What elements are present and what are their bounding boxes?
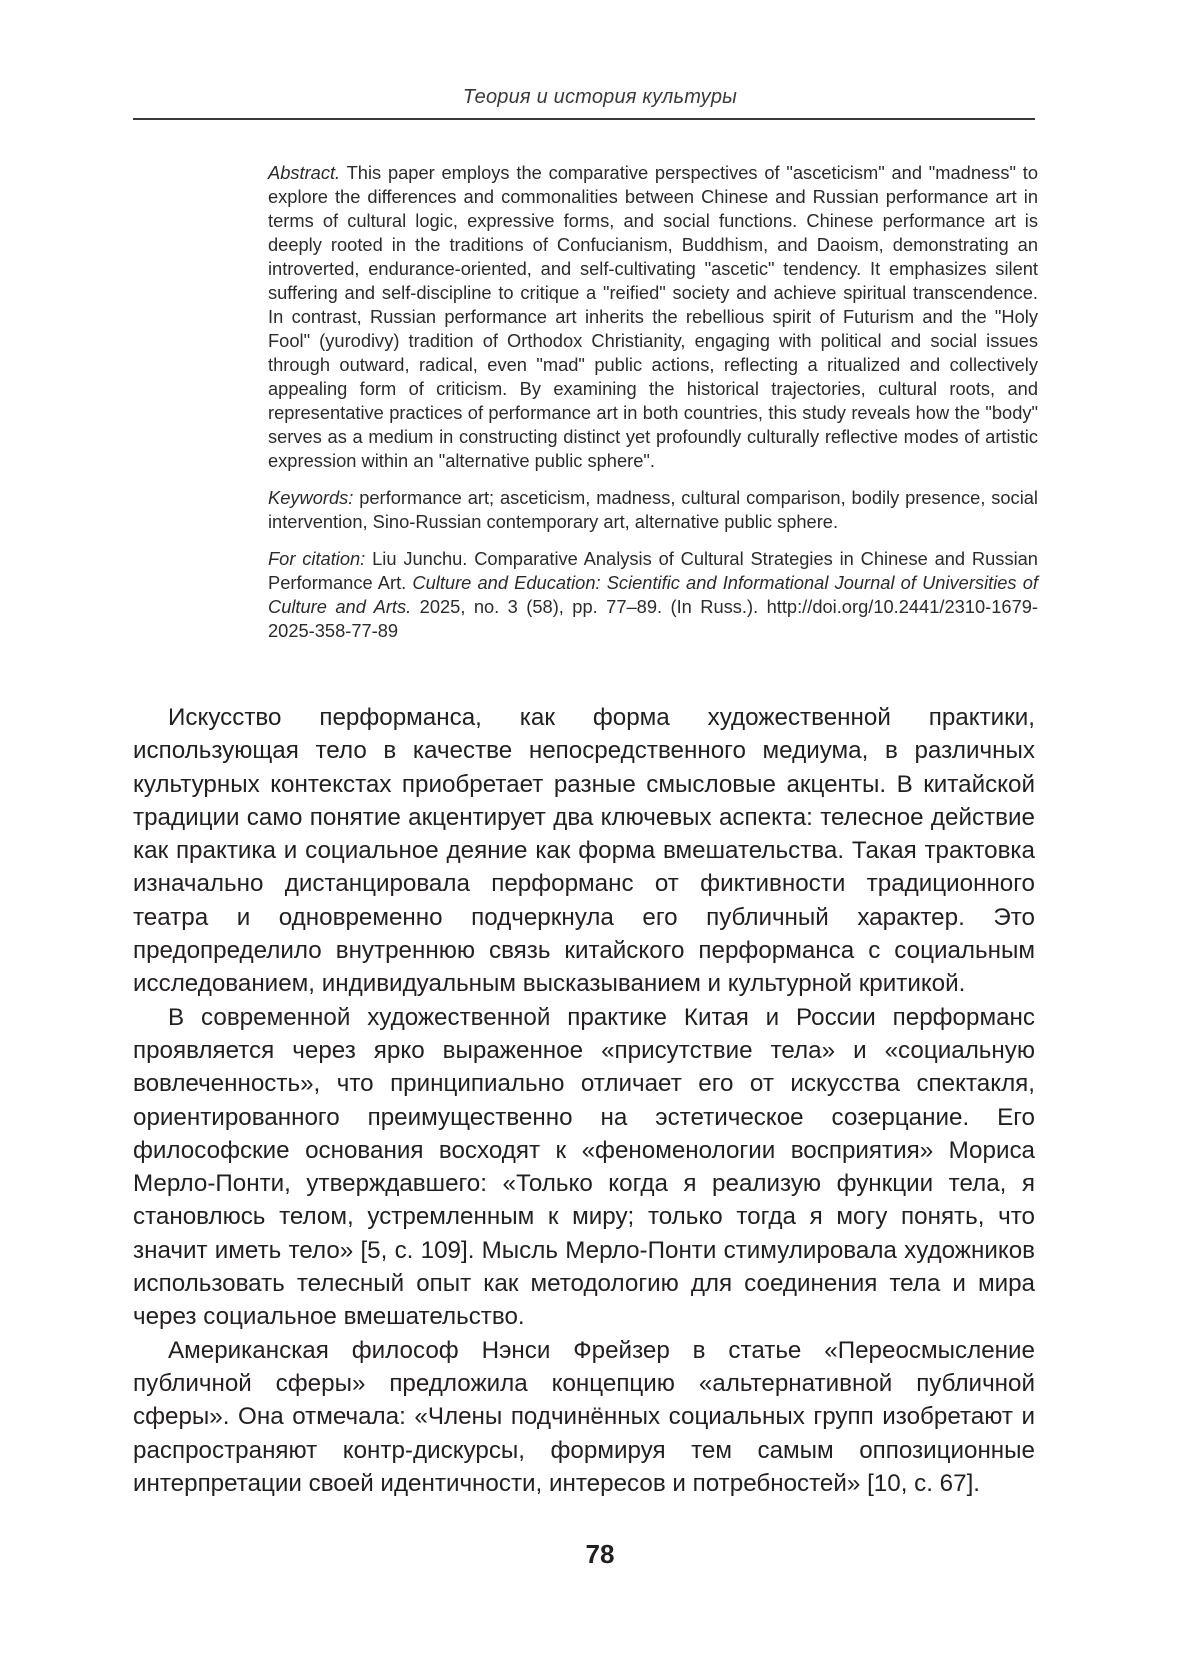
abstract-text: This paper employs the comparative perspectives of "asceticism" and "madness" to explore the differences and commonalities between Chinese and Russian performance art in terms of cultural logic, expressive forms, and social functions. Chinese performance art is deeply rooted in the traditions of Confucianism, Buddhism, and Daoism, demonstrating an introverted, endurance-oriented, and self-cultivating "ascetic" tendency. It emphasizes silent suffering and self-discipline to critique a "reified" society and achieve spiritual transcendence. In contrast, Russian performance art inherits the rebellious spirit of Futurism and the "Holy Fool" (yurodivy) tradition of Orthodox Christianity, engaging with political and social issues through outward, radical, even "mad" public actions, reflecting a ritualized and collectively appealing form of criticism. By examining the historical trajectories, cultural roots, and representative practices of performance art in both countries, this study reveals how the "body" serves as a medium in constructing distinct yet profoundly culturally reflective modes of artistic expression within an "alternative public sphere".: [268, 162, 1038, 471]
keywords-label: Keywords:: [268, 487, 354, 508]
abstract-paragraph: [268, 161, 1038, 473]
page-number: 78: [585, 1539, 615, 1569]
running-head: Теория и история культуры: [462, 86, 738, 108]
body-paragraph: Американская философ Нэнси Фрейзер в статье «Переосмысление публичной сферы» предложила концепцию «альтернативной публичной сферы». Она отмечала: «Члены подчинённых социальных групп изобретают и распространяют контр-дискурсы, формируя тем самым оппозиционные интерпретации своей идентичности, интересов и потребностей» [10, с. 67].: [133, 1336, 1035, 1497]
body-paragraph: В современной художественной практике Китая и России перформанс проявляется через ярко выраженное «присутствие тела» и «социальную вовлеченность», что принципиально отличает его от искусства спектакля, ориентированного преимущественно на эстетическое созерцание. Его философские основания восходят к «феноменологии восприятия» Мориса Мерло-Понти, утверждавшего: «Только когда я реализую функции тела, я становлюсь телом, устремленным к миру; только тогда я могу понять, что значит иметь тело» [5, с. 109]. Мысль Мерло-Понти стимулировала художников использовать телесный опыт как методологию для соединения тела и мира через социальное вмешательство.: [133, 1003, 1035, 1331]
citation-text-after: 2025, no. 3 (58), pp. 77–89. (In Russ.). http://doi.org/10.2441/2310-1679-2025-358-77-89: [268, 596, 1038, 641]
keywords-paragraph: [268, 486, 1038, 534]
citation-journal: Culture and Education: Scientific and Informational Journal of Universities of Culture and Arts.: [268, 572, 1038, 617]
header-divider: [133, 118, 1035, 120]
abstract-block: [268, 161, 1038, 643]
keywords-text: performance art; asceticism, madness, cultural comparison, bodily presence, social intervention, Sino-Russian contemporary art, alternative public sphere.: [268, 487, 1038, 532]
citation-text-before: Liu Junchu. Comparative Analysis of Cultural Strategies in Chinese and Russian Performance Art.: [268, 548, 1038, 593]
citation-paragraph: [268, 547, 1038, 643]
abstract-label: Abstract.: [268, 162, 341, 183]
main-text: [133, 701, 1035, 1500]
citation-label: For citation:: [268, 548, 366, 569]
body-paragraph: Искусство перформанса, как форма художественной практики, использующая тело в качестве непосредственного медиума, в различных культурных контекстах приобретает разные смысловые акценты. В китайской традиции само понятие акцентирует два ключевых аспекта: телесное действие как практика и социальное деяние как форма вмешательства. Такая трактовка изначально дистанцировала перформанс от фиктивности традиционного театра и одновременно подчеркнула его публичный характер. Это предопределило внутреннюю связь китайского перформанса с социальным исследованием, индивидуальным высказыванием и культурной критикой.: [133, 704, 1035, 998]
